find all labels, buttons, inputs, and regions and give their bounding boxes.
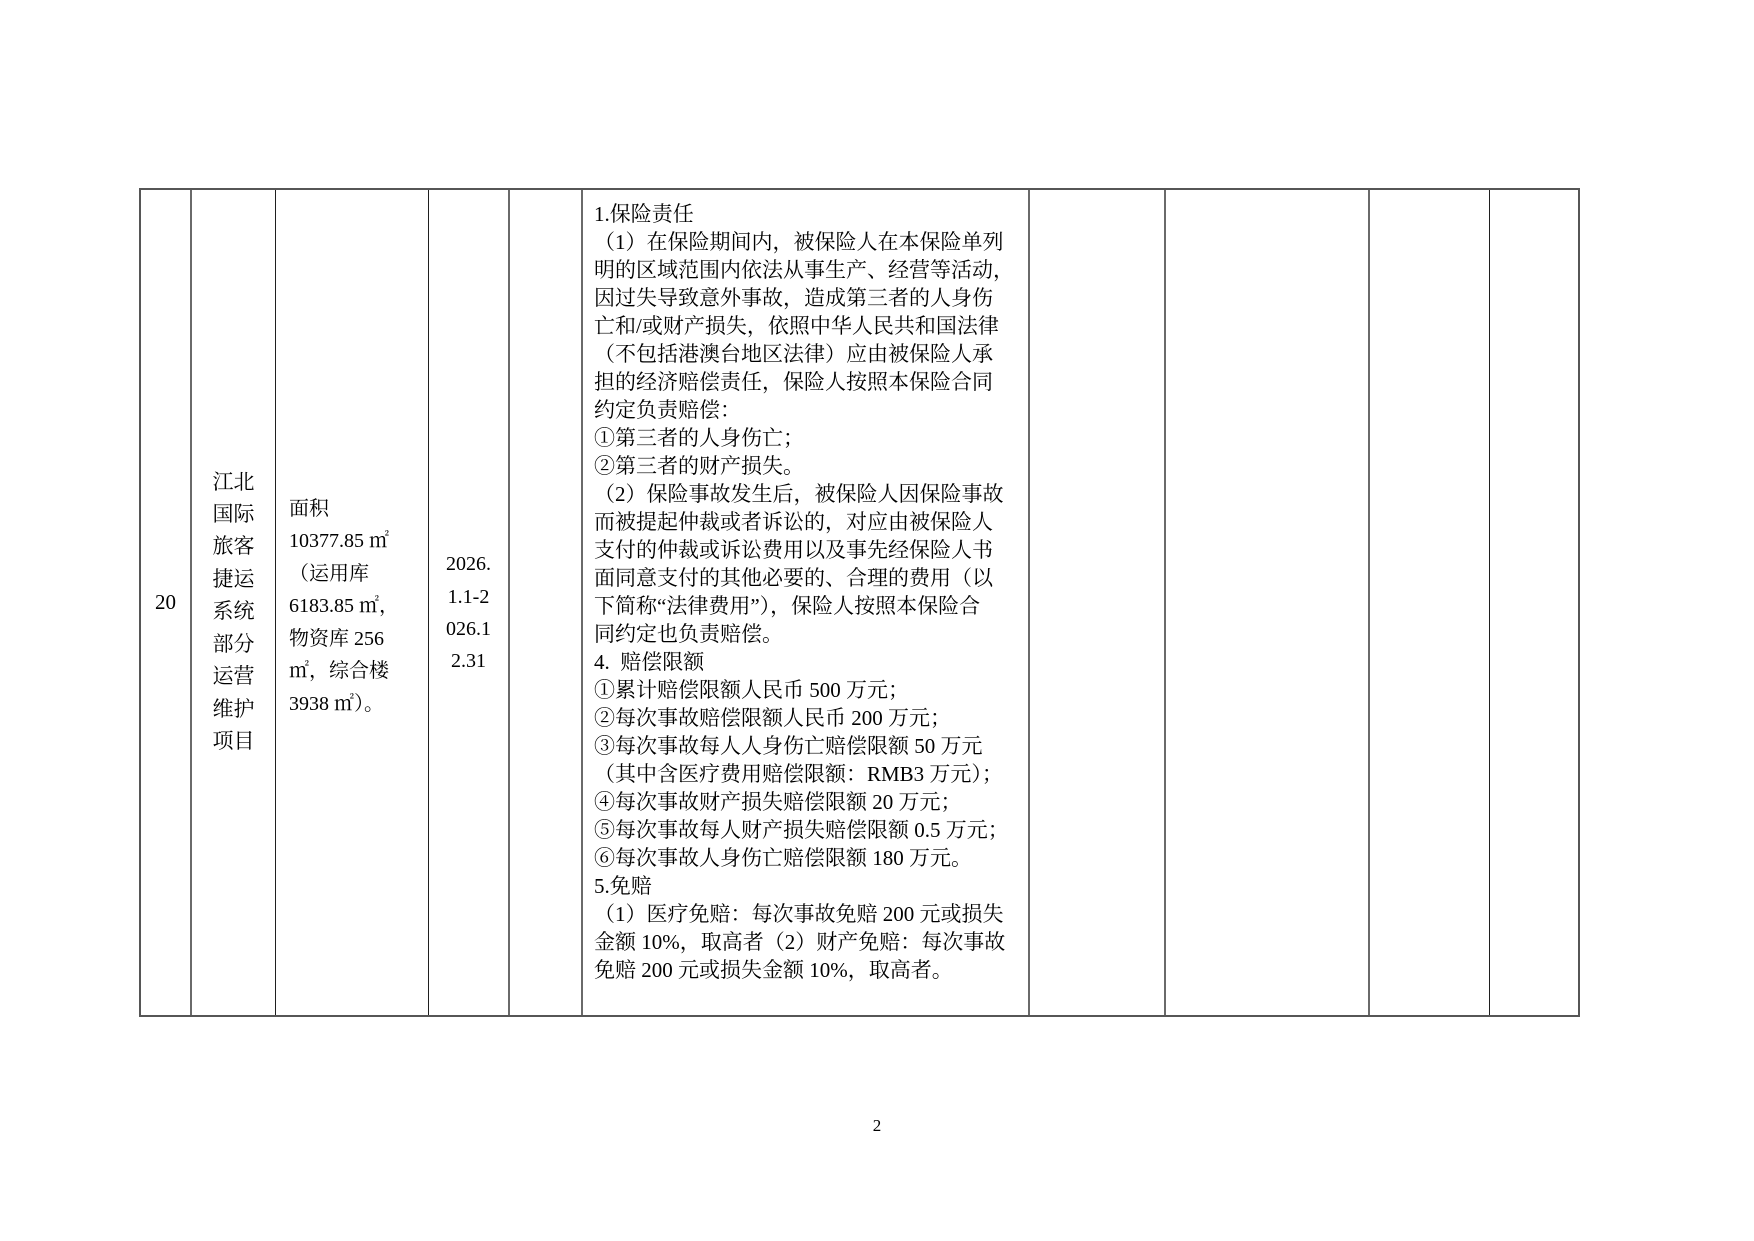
serial-number: 20 [155, 590, 176, 614]
coverage-terms-text: 1.保险责任 （1）在保险期间内，被保险人在本保险单列 明的区域范围内依法从事生产、经营等活动， 因过失导致意外事故，造成第三者的人身伤 亡和/或财产损失，依照中华人民共和国法律 （不包括港澳台地区法律）应由被保险人承 担的经济赔偿责任，保险人按照本保险合同 约定负责赔偿： ①第三者的人身伤亡； ②第三者的财产损失。 （2）保险事故发生后，被保险人因保险事故 而被提起仲裁或者诉讼的，对应由被保险人 支付的仲裁或诉讼费用以及事先经保险人书 面同意支付的其他必要的、合理的费用（以 下简称“法律费用”），保险人按照本保险合 同约定也负责赔偿。 4. 赔偿限额 ①累计赔偿限额人民币 500 万元； ②每次事故赔偿限额人民币 200 万元； ③每次事故每人人身伤亡赔偿限额 50 万元 （其中含医疗费用赔偿限额：RMB3 万元）； ④每次事故财产损失赔偿限额 20 万元； ⑤每次事故每人财产损失赔偿限额 0.5 万元； ⑥每次事故人身伤亡赔偿限额 180 万元。 5.免赔 （1）医疗免赔：每次事故免赔 200 元或损失 金额 10%，取高者（2）财产免赔：每次事故 免赔 200 元或损失金额 10%，取高者。 [594, 202, 1014, 982]
cell-blank-5 [1490, 190, 1578, 1015]
cell-blank-1 [510, 190, 583, 1015]
project-name: 江北 国际 旅客 捷运 系统 部分 运营 维护 项目 [212, 469, 255, 753]
cell-blank-2 [1030, 190, 1166, 1015]
area-description: 面积 10377.85 ㎡ （运用库 6183.85 ㎡， 物资库 256 ㎡，综合楼 3938 ㎡）。 [289, 498, 399, 715]
insurance-schedule-table [139, 188, 1580, 1017]
cell-serial [141, 190, 192, 1015]
cell-project-name [192, 190, 276, 1015]
cell-blank-3 [1166, 190, 1370, 1015]
cell-insurance-period [429, 190, 510, 1015]
page-number: 2 [872, 1116, 882, 1135]
cell-blank-4 [1370, 190, 1490, 1015]
cell-area [276, 190, 429, 1015]
cell-coverage-terms [583, 190, 1030, 1015]
insurance-period: 2026. 1.1-2 026.1 2.31 [446, 553, 491, 673]
